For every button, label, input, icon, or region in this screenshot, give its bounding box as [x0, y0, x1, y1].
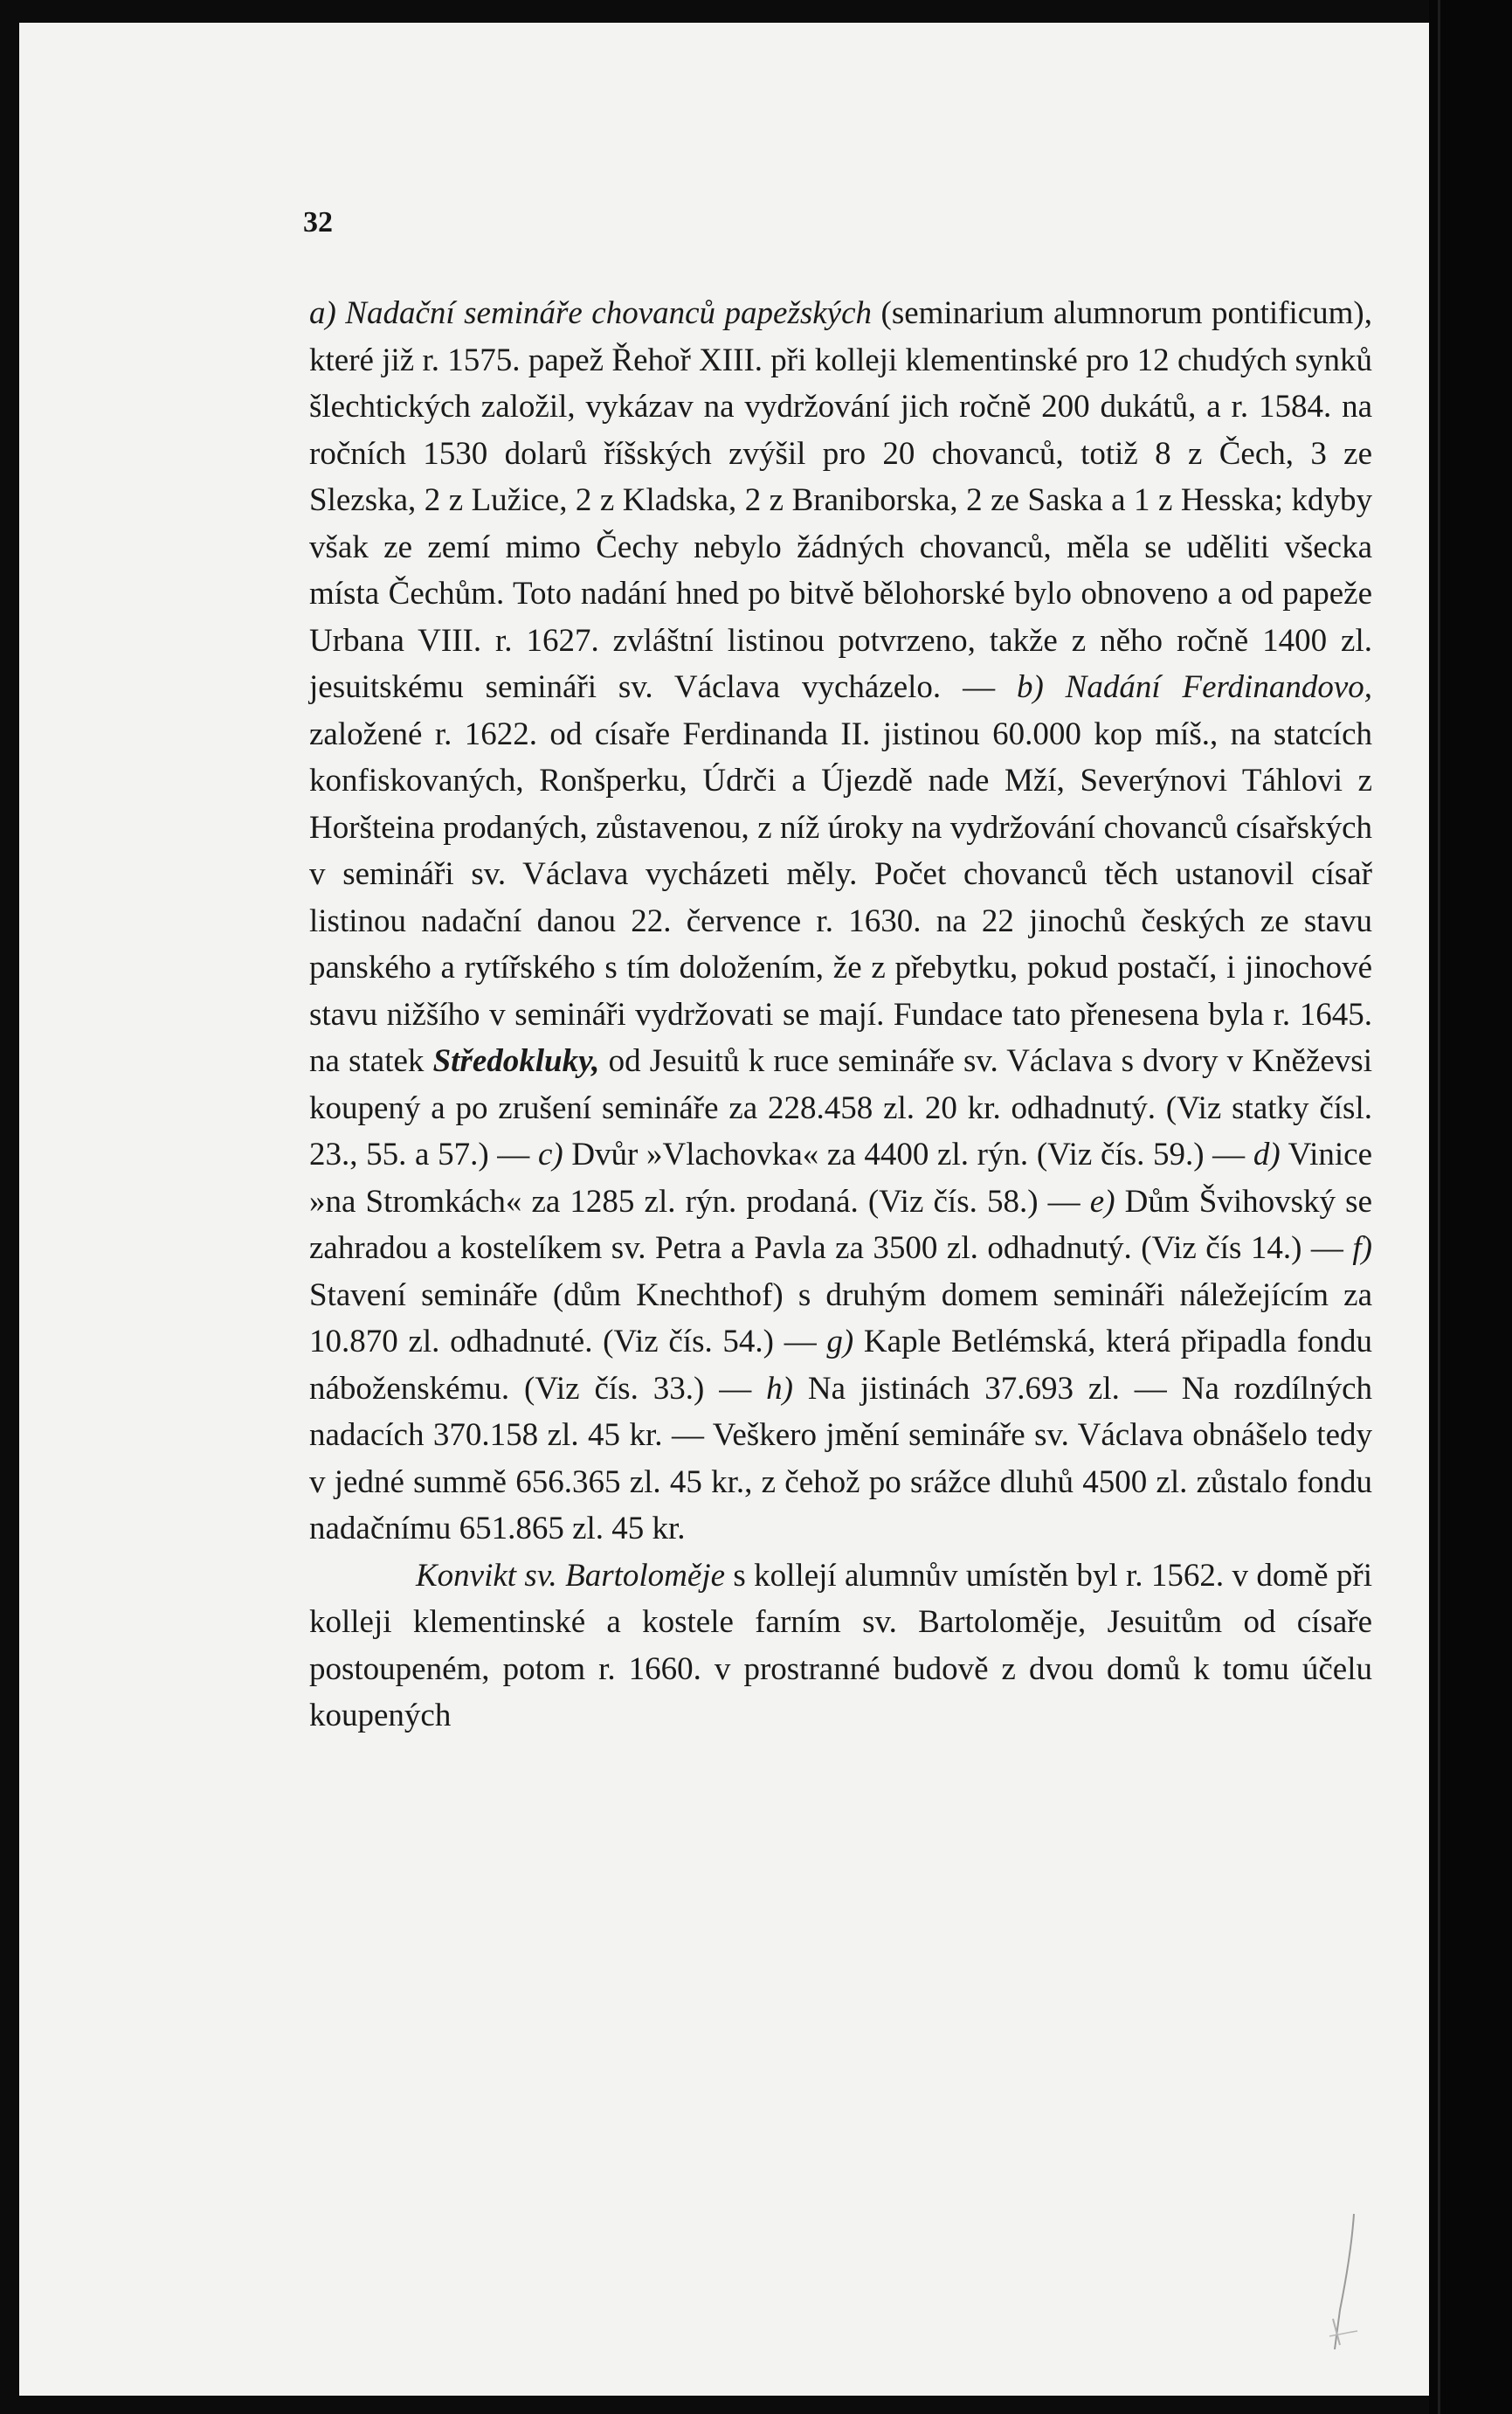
text-span: (seminarium alumnorum pontificum), které již r. 1575. papež Řehoř XIII. při kolleji klementinské pro 12 chudých synků šlechtických založil, vykázav na vydržování jich ročně 200 dukátů, a r. 1584. na ročních 1530 dolarů říšských zvýšil pro 20 chovanců, totiž 8 z Čech, 3 ze Slezska, 2 z Lužice, 2 z Kladska, 2 z Braniborska, 2 ze Saska a 1 z Hesska; kdyby však ze zemí mimo Čechy nebylo žádných chovanců, měla se uděliti všecka místa Čechům. Toto nadání hned po bitvě bělohorské bylo obnoveno a od papeže Urbana VIII. r. 1627. zvláštní listinou potvrzeno, takže z něho ročně 1400 zl. jesuitskému semináři sv. Václava vycházelo. — [309, 295, 1372, 705]
paragraph-foundations [309, 290, 1372, 1553]
book-page [19, 23, 1429, 2396]
book-spine-shadow [1429, 0, 1512, 2414]
paragraph-konvikt [309, 1553, 1372, 1740]
heading-konvikt-bartolomeje: Konvikt sv. Bartoloměje [416, 1557, 726, 1594]
text-span: Dvůr »Vlachovka« za 4400 zl. rýn. (Viz čís. 59.) — [563, 1137, 1253, 1172]
page-edge-line [1438, 0, 1440, 2414]
item-label-f: f) [1352, 1230, 1372, 1266]
item-label-e: e) [1089, 1183, 1115, 1220]
text-span: s kollejí alumnův umístěn byl r. 1562. v domě při kolleji klementinské a kostele farním sv. Bartoloměje, Jesuitům od císaře postoupeném, potom r. 1660. v prostranné budově z dvou domů k tomu účelu koupených [309, 1557, 1373, 1733]
page-number: 32 [303, 206, 333, 239]
item-label-d: d) [1253, 1137, 1281, 1172]
item-label-c: c) [537, 1137, 563, 1172]
text-span: Kaple Betlémská, která připadla fondu náboženskému. (Viz čís. 33.) — [309, 1324, 1372, 1407]
item-label-g: g) [826, 1324, 854, 1359]
text-span: od Jesuitů k ruce semináře sv. Václava s dvory v Kněževsi koupený a po zrušení semináře za 228.458 zl. 20 kr. odhadnutý. (Viz statky čísl. 23., 55. a 57.) — [309, 1043, 1372, 1172]
text-span: Vinice »na Stromkách« za 1285 zl. rýn. prodaná. (Viz čís. 58.) — [309, 1137, 1373, 1220]
estate-name-stredokluky: Středokluky, [432, 1043, 600, 1079]
item-label-h: h) [766, 1370, 793, 1407]
heading-a-papal-seminary: a) Nadační semináře chovanců papežských [309, 295, 873, 331]
pencil-mark-icon [1321, 2205, 1373, 2354]
text-span: Stavení semináře (dům Knechthof) s druhým domem semináři náležejícím za 10.870 zl. odhadnuté. (Viz čís. 54.) — [309, 1276, 1372, 1359]
text-span: Dům Švihovský se zahradou a kostelíkem sv. Petra a Pavla za 3500 zl. odhadnutý. (Viz čís 14.) — [309, 1183, 1372, 1266]
heading-b-ferdinand-foundation: b) Nadání Ferdinandovo, [1016, 669, 1372, 705]
body-text [309, 290, 1372, 1740]
text-span: založené r. 1622. od císaře Ferdinanda II. jistinou 60.000 kop míš., na statcích konfiskovaných, Ronšperku, Údrči a Újezdě nade Mží, Severýnovi Táhlovi z Horšteina prodaných, zůstavenou, z níž úroky na vydržování chovanců císařských v semináři sv. Václava vycházeti měly. Počet chovanců těch ustanovil císař listinou nadační danou 22. července r. 1630. na 22 jinochů českých ze stavu panského a rytířského s tím doložením, že z přebytku, pokud postačí, i jinochové stavu nižšího v semináři vydržovati se mají. Fundace tato přenesena byla r. 1645. na statek [309, 716, 1372, 1079]
text-span: Na jistinách 37.693 zl. — Na rozdílných nadacích 370.158 zl. 45 kr. — Veškero jmění semináře sv. Václava obnášelo tedy v jedné summě 656.365 zl. 45 kr., z čehož po srážce dluhů 4500 zl. zůstalo fondu nadačnímu 651.865 zl. 45 kr. [309, 1370, 1373, 1546]
